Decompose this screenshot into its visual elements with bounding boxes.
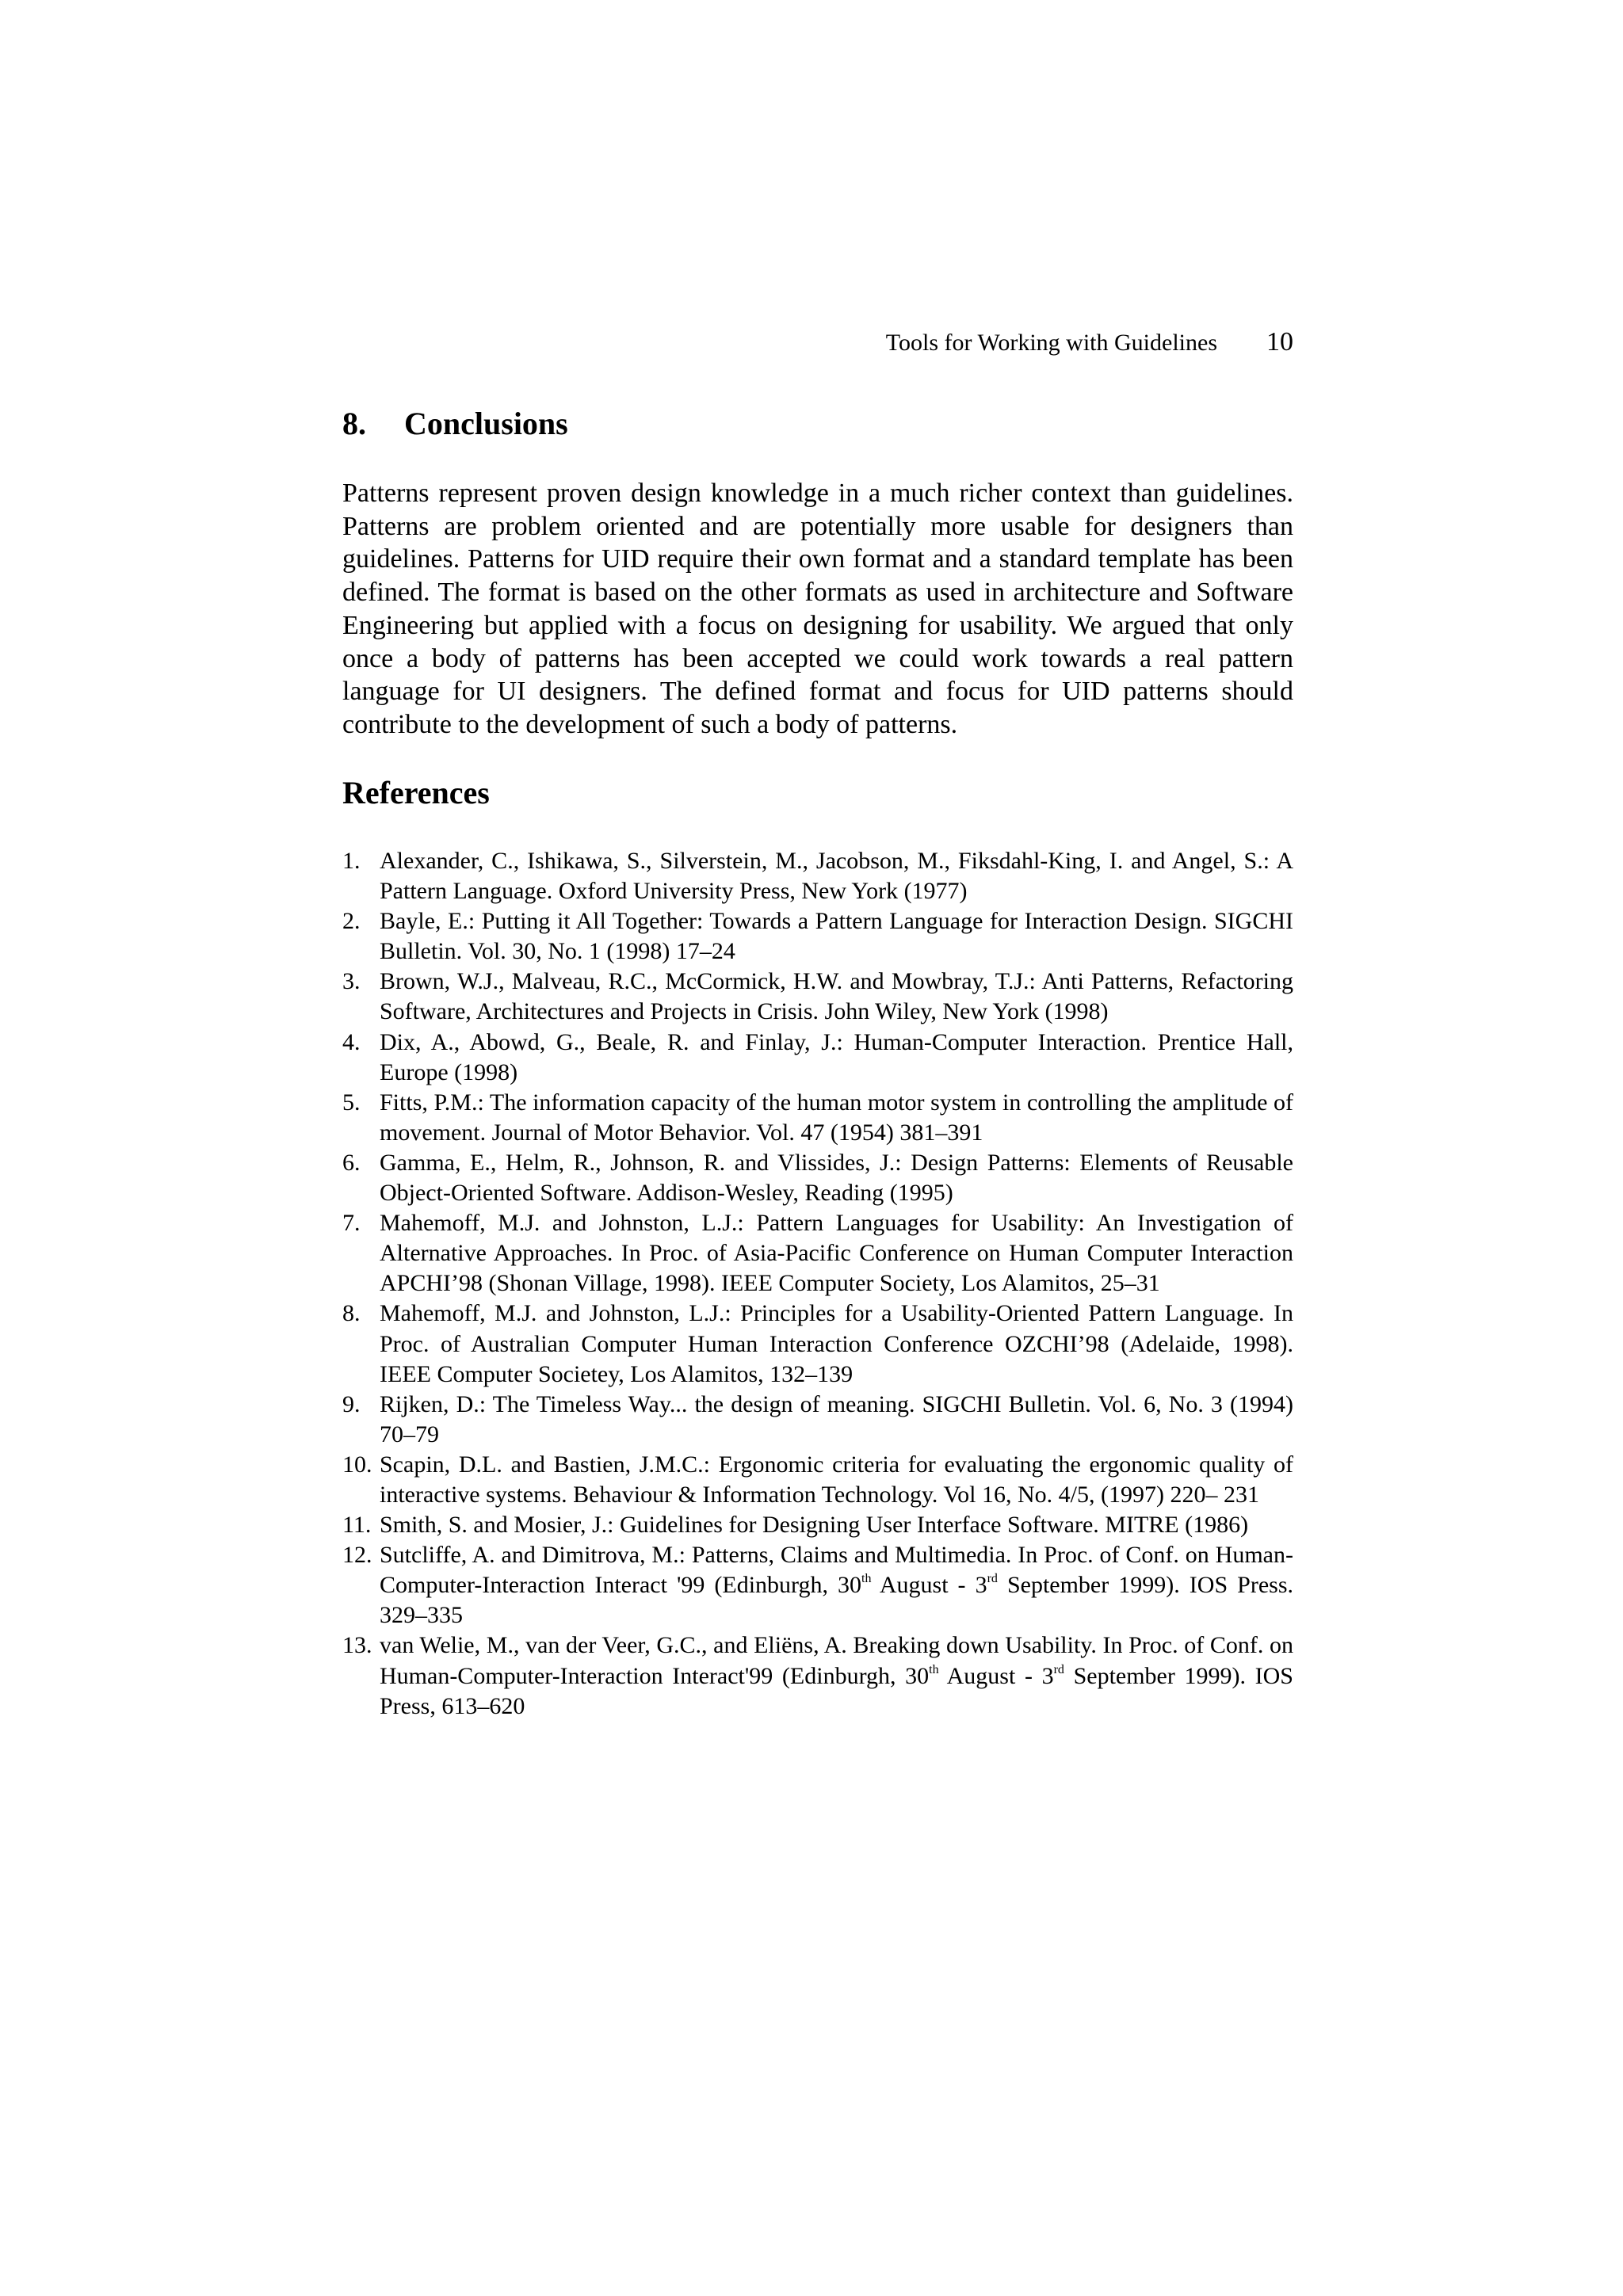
reference-number: 5. (342, 1089, 361, 1116)
conclusions-paragraph: Patterns represent proven design knowledge in a much richer context than guidelines. Patterns are problem oriented and are potentially more usable for designers than guidelines. Patterns for UID require their own format and a standard template has been defined. The format is based on the other formats as used in architecture and Software Engineering but applied with a focus on designing for usability. We argued that only once a body of patterns has been accepted we could work towards a real pattern language for UI designers. The defined format and focus for UID patterns should contribute to the development of such a body of patterns. (342, 479, 1293, 739)
reference-list (342, 846, 1293, 1722)
reference-item (342, 846, 1293, 906)
reference-text: Brown, W.J., Malveau, R.C., McCormick, H.W. and Mowbray, T.J.: Anti Patterns, Refactoring Software, Architectures and Projects in Crisis. John Wiley, New York (1998) (380, 968, 1293, 1025)
reference-item (342, 1540, 1293, 1630)
reference-number: 1. (342, 848, 361, 874)
section-number: 8. (342, 406, 366, 441)
references-heading: References (342, 775, 490, 810)
reference-text: Fitts, P.M.: The information capacity of the human motor system in controlling the amplitude of movement. Journal of Motor Behavior. Vol. 47 (1954) 381–391 (380, 1089, 1293, 1146)
reference-text: Mahemoff, M.J. and Johnston, L.J.: Pattern Languages for Usability: An Investigation of Alternative Approaches. In Proc. of Asia-Pacific Conference on Human Computer Interaction APCHI’98 (Shonan Village, 1998). IEEE Computer Society, Los Alamitos, 25–31 (380, 1210, 1293, 1297)
reference-number: 9. (342, 1390, 361, 1417)
reference-number: 7. (342, 1210, 361, 1237)
reference-item (342, 1028, 1293, 1088)
section-title: Conclusions (404, 406, 568, 441)
reference-item (342, 1390, 1293, 1450)
reference-number: 11. (342, 1512, 372, 1539)
reference-number: 3. (342, 968, 361, 995)
reference-item (342, 1299, 1293, 1389)
reference-item (342, 1208, 1293, 1299)
reference-number: 13. (342, 1632, 372, 1659)
reference-text: Mahemoff, M.J. and Johnston, L.J.: Principles for a Usability-Oriented Pattern Language. In Proc. of Australian Computer Human Interaction Conference OZCHI’98 (Adelaide, 1998). IEEE Computer Societey, Los Alamitos, 132–139 (380, 1300, 1293, 1387)
reference-item (342, 967, 1293, 1027)
reference-number: 8. (342, 1300, 361, 1327)
reference-item (342, 1450, 1293, 1510)
running-head (886, 326, 1293, 359)
reference-item (342, 906, 1293, 967)
reference-number: 10. (342, 1451, 372, 1478)
reference-number: 4. (342, 1028, 361, 1055)
reference-item (342, 1088, 1293, 1148)
reference-text: Gamma, E., Helm, R., Johnson, R. and Vlissides, J.: Design Patterns: Elements of Reusable Object-Oriented Software. Addison-Wesley, Reading (1995) (380, 1149, 1293, 1207)
running-head-title: Tools for Working with Guidelines (885, 330, 1217, 356)
reference-text: Alexander, C., Ishikawa, S., Silverstein, M., Jacobson, M., Fiksdahl-King, I. and Angel, S.: A Pattern Language. Oxford University Press, New York (1977) (380, 848, 1293, 905)
reference-text: Rijken, D.: The Timeless Way... the design of meaning. SIGCHI Bulletin. Vol. 6, No. 3 (1994) 70–79 (380, 1390, 1293, 1447)
reference-text: van Welie, M., van der Veer, G.C., and Eliëns, A. Breaking down Usability. In Proc. of Conf. on Human-Computer-Interaction Interact'99 (Edinburgh, 30th August - 3rd September 1999). IOS Press, 613–620 (380, 1632, 1293, 1719)
reference-item (342, 1148, 1293, 1208)
reference-text: Bayle, E.: Putting it All Together: Towards a Pattern Language for Interaction Design. SIGCHI Bulletin. Vol. 30, No. 1 (1998) 17–24 (380, 908, 1293, 965)
reference-text: Dix, A., Abowd, G., Beale, R. and Finlay, J.: Human-Computer Interaction. Prentice Hall, Europe (1998) (380, 1028, 1293, 1085)
reference-text: Smith, S. and Mosier, J.: Guidelines for Designing User Interface Software. MITRE (1986) (380, 1512, 1249, 1539)
reference-item (342, 1510, 1293, 1540)
reference-number: 12. (342, 1542, 372, 1569)
reference-text: Scapin, D.L. and Bastien, J.M.C.: Ergonomic criteria for evaluating the ergonomic quality of interactive systems. Behaviour & Information Technology. Vol 16, No. 4/5, (1997) 220– 231 (380, 1451, 1293, 1508)
page-number: 10 (1266, 327, 1293, 357)
reference-number: 2. (342, 908, 361, 935)
reference-item (342, 1630, 1293, 1721)
reference-number: 6. (342, 1149, 361, 1176)
section-heading-conclusions (342, 404, 568, 444)
reference-text: Sutcliffe, A. and Dimitrova, M.: Patterns, Claims and Multimedia. In Proc. of Conf. on Human-Computer-Interaction Interact '99 (Edinburgh, 30th August - 3rd September 1999). IOS Press. 329–335 (380, 1542, 1293, 1629)
